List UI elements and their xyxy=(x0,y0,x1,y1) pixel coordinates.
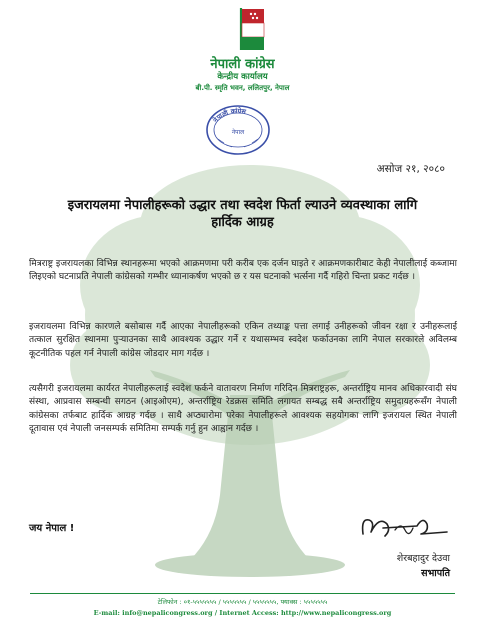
body-paragraph-1: मित्रराष्ट्र इजरायलका विभिन्न स्थानहरूमा भएको आक्रमणमा परी करीब एक दर्जन घाइते र आक्रमणकारीबाट केही नेपालीलाई कब्जामा लिइएको घटनाप्रति नेपाली कांग्रेसको गम्भीर ध्यानाकर्षण भएको छ र यस घटनाको भर्त्सना गर्दै गहिरो चिन्ता प्रकट गर्दछ । xyxy=(29,259,457,283)
footer-phone-line: टेलिफोन : ०१-५५५५५५५ / ५५५५५५५ / ५५५५५५५, फ्याक्स : ५५५५५५५ xyxy=(157,598,328,606)
title-line-2: हार्दिक आग्रह xyxy=(211,215,274,230)
title-line-1: इजरायलमा नेपालीहरूको उद्धार तथा स्वदेश फिर्ता ल्याउने व्यवस्थाका लागि xyxy=(67,198,418,213)
official-seal-icon xyxy=(204,103,272,157)
footer-divider xyxy=(30,593,455,594)
seal-ring-text: नेपाली कांग्रेस xyxy=(211,106,247,125)
body-paragraph-2: इजरायलमा विभिन्न कारणले बसोबास गर्दै आएका नेपालीहरूको एकिन तथ्याङ्क पत्ता लगाई उनीहरूको जीवन रक्षा र उनीहरूलाई तत्काल सुरक्षित स्थानमा पुऱ्याउनका साथै आवश्यक उद्धार गर्ने र यथासम्भव स्वदेश फर्काउनका लागि नेपाल सरकारले अविलम्ब कूटनीतिक पहल गर्न नेपाली कांग्रेस जोडदार माग गर्दछ । xyxy=(29,322,457,359)
signer-name: शेरबहादुर देउवा xyxy=(396,553,450,564)
signer-title: सभापति xyxy=(421,568,450,579)
svg-text:नेपाली कांग्रेस xyxy=(211,107,247,125)
letter-title xyxy=(20,197,465,231)
flag-logo-icon xyxy=(227,6,267,52)
office-address: बी.पी. स्मृति भवन, ललितपुर, नेपाल xyxy=(195,84,290,92)
seal-center-text: नेपाल xyxy=(231,129,245,136)
office-name: केन्द्रीय कार्यालय xyxy=(217,72,268,82)
footer-contact-line: E-mail: info@nepalicongress.org / Internet Access: http://www.nepalicongress.org xyxy=(93,609,392,617)
handwritten-signature xyxy=(357,510,453,546)
body-paragraph-3: त्यसैगरी इजरायलमा कार्यरत नेपालीहरूलाई स्वदेश फर्कने वातावरण निर्माण गरिदिन मित्रराष्ट्रहरू, अन्तर्राष्ट्रिय मानव अधिकारवादी संघ संस्था, आप्रवास सम्बन्धी सगठन (आइओएम), अन्तर्राष्ट्रिय रेडक्रस समिति लगायत सम्बद्ध सबै अन्तर्राष्ट्रिय समुदायहरूसँग नेपाली कांग्रेसका तर्फबाट हार्दिक आग्रह गर्दछ । साथै अप्ठ्यारोमा परेका नेपालीहरूले आवश्यक सहयोगका लागि इजरायल स्थित नेपाली दूतावास एवं नेपाली जनसम्पर्क समितिमा सम्पर्क गर्नु हुन आह्वान गर्दछ । xyxy=(29,384,457,435)
closing-salutation: जय नेपाल ! xyxy=(29,523,75,534)
letter-date: असोज २१, २०८० xyxy=(376,163,445,175)
org-name: नेपाली कांग्रेस xyxy=(210,57,275,72)
